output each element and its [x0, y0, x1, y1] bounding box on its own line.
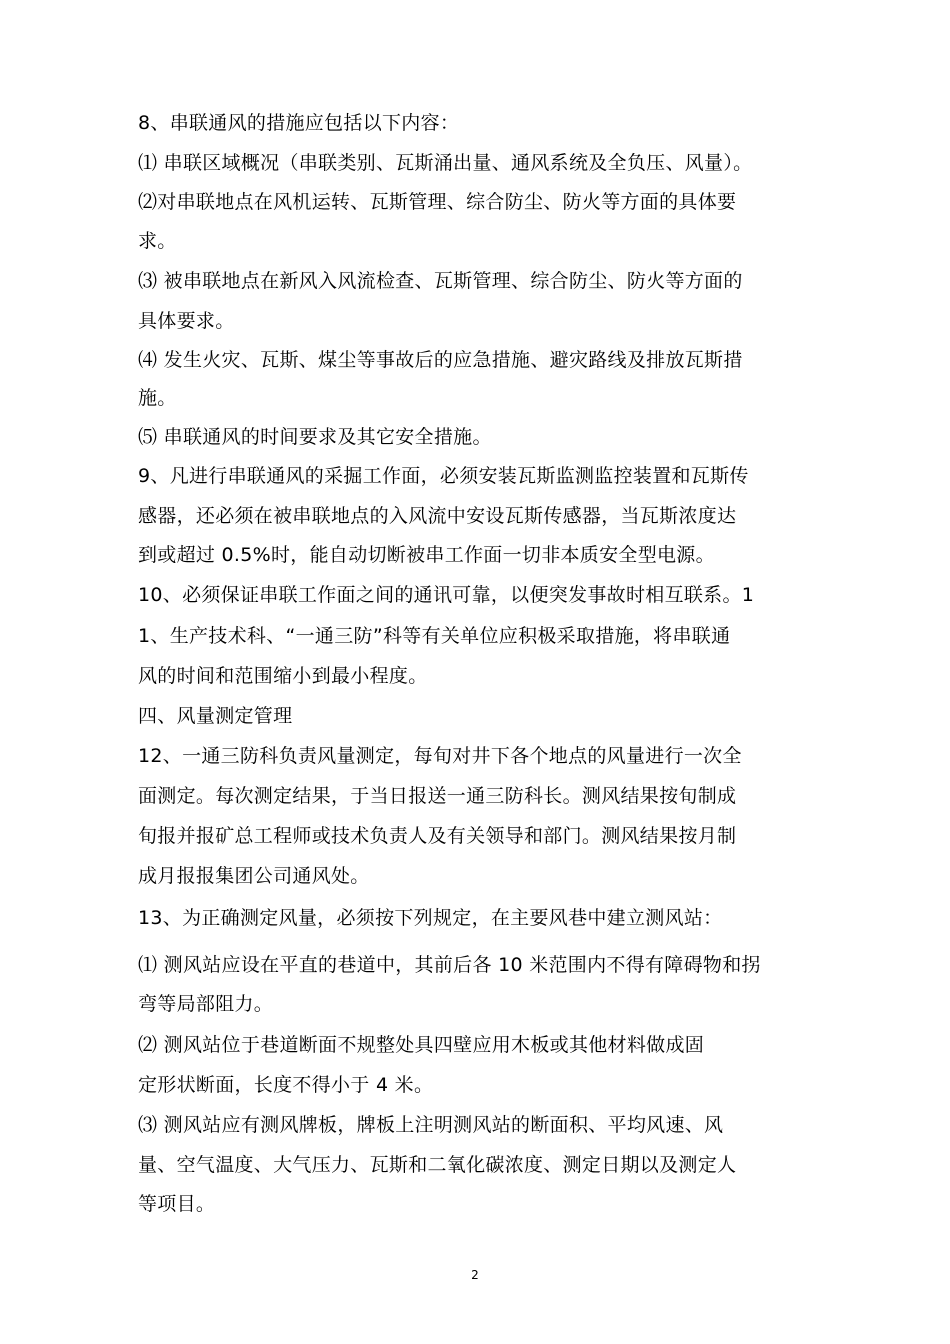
- text-line: ⑴ 测风站应设在平直的巷道中，其前后各 10 米范围内不得有障碍物和拐: [138, 954, 761, 976]
- text-line: ⑷ 发生火灾、瓦斯、煤尘等事故后的应急措施、避灾路线及排放瓦斯措: [138, 349, 743, 371]
- text-line: 旬报并报矿总工程师或技术负责人及有关领导和部门。测风结果按月制: [138, 825, 737, 847]
- text-line: 成月报报集团公司通风处。: [138, 865, 370, 887]
- text-line: 面测定。每次测定结果，于当日报送一通三防科长。测风结果按旬制成: [138, 785, 737, 807]
- text-line: ⑵ 测风站位于巷道断面不规整处具四壁应用木板或其他材料做成固: [138, 1034, 705, 1056]
- text-line: 感器，还必须在被串联地点的入风流中安设瓦斯传感器，当瓦斯浓度达: [138, 505, 737, 527]
- text-line: 到或超过 0.5%时，能自动切断被串工作面一切非本质安全型电源。: [138, 544, 715, 566]
- text-line: 量、空气温度、大气压力、瓦斯和二氧化碳浓度、测定日期以及测定人: [138, 1154, 737, 1176]
- text-line: 12、一通三防科负责风量测定，每旬对井下各个地点的风量进行一次全: [138, 745, 742, 767]
- text-line: 具体要求。: [138, 310, 235, 332]
- text-line: 施。: [138, 387, 177, 409]
- text-line: 9、凡进行串联通风的采掘工作面，必须安装瓦斯监测监控装置和瓦斯传: [138, 465, 749, 487]
- text-line: ⑵对串联地点在风机运转、瓦斯管理、综合防尘、防火等方面的具体要: [138, 191, 737, 213]
- text-line: 10、必须保证串联工作面之间的通讯可靠，以便突发事故时相互联系。1: [138, 584, 755, 606]
- text-line: 等项目。: [138, 1193, 216, 1215]
- text-line: 弯等局部阻力。: [138, 993, 274, 1015]
- text-line: ⑶ 测风站应有测风牌板，牌板上注明测风站的断面积、平均风速、风: [138, 1114, 724, 1136]
- text-line: 1、生产技术科、“一通三防”科等有关单位应积极采取措施，将串联通: [138, 625, 731, 647]
- text-line: 8、串联通风的措施应包括以下内容：: [138, 112, 460, 134]
- text-line: ⑸ 串联通风的时间要求及其它安全措施。: [138, 426, 492, 448]
- text-line: ⑴ 串联区域概况（串联类别、瓦斯涌出量、通风系统及全负压、风量）。: [138, 152, 753, 174]
- section-heading: 四、风量测定管理: [138, 705, 293, 727]
- text-line: 13、为正确测定风量，必须按下列规定，在主要风巷中建立测风站：: [138, 907, 723, 929]
- text-line: 求。: [138, 230, 177, 252]
- text-line: 定形状断面，长度不得小于 4 米。: [138, 1074, 434, 1096]
- page-number: 2: [471, 1268, 479, 1282]
- text-line: ⑶ 被串联地点在新风入风流检查、瓦斯管理、综合防尘、防火等方面的: [138, 270, 743, 292]
- text-line: 风的时间和范围缩小到最小程度。: [138, 665, 428, 687]
